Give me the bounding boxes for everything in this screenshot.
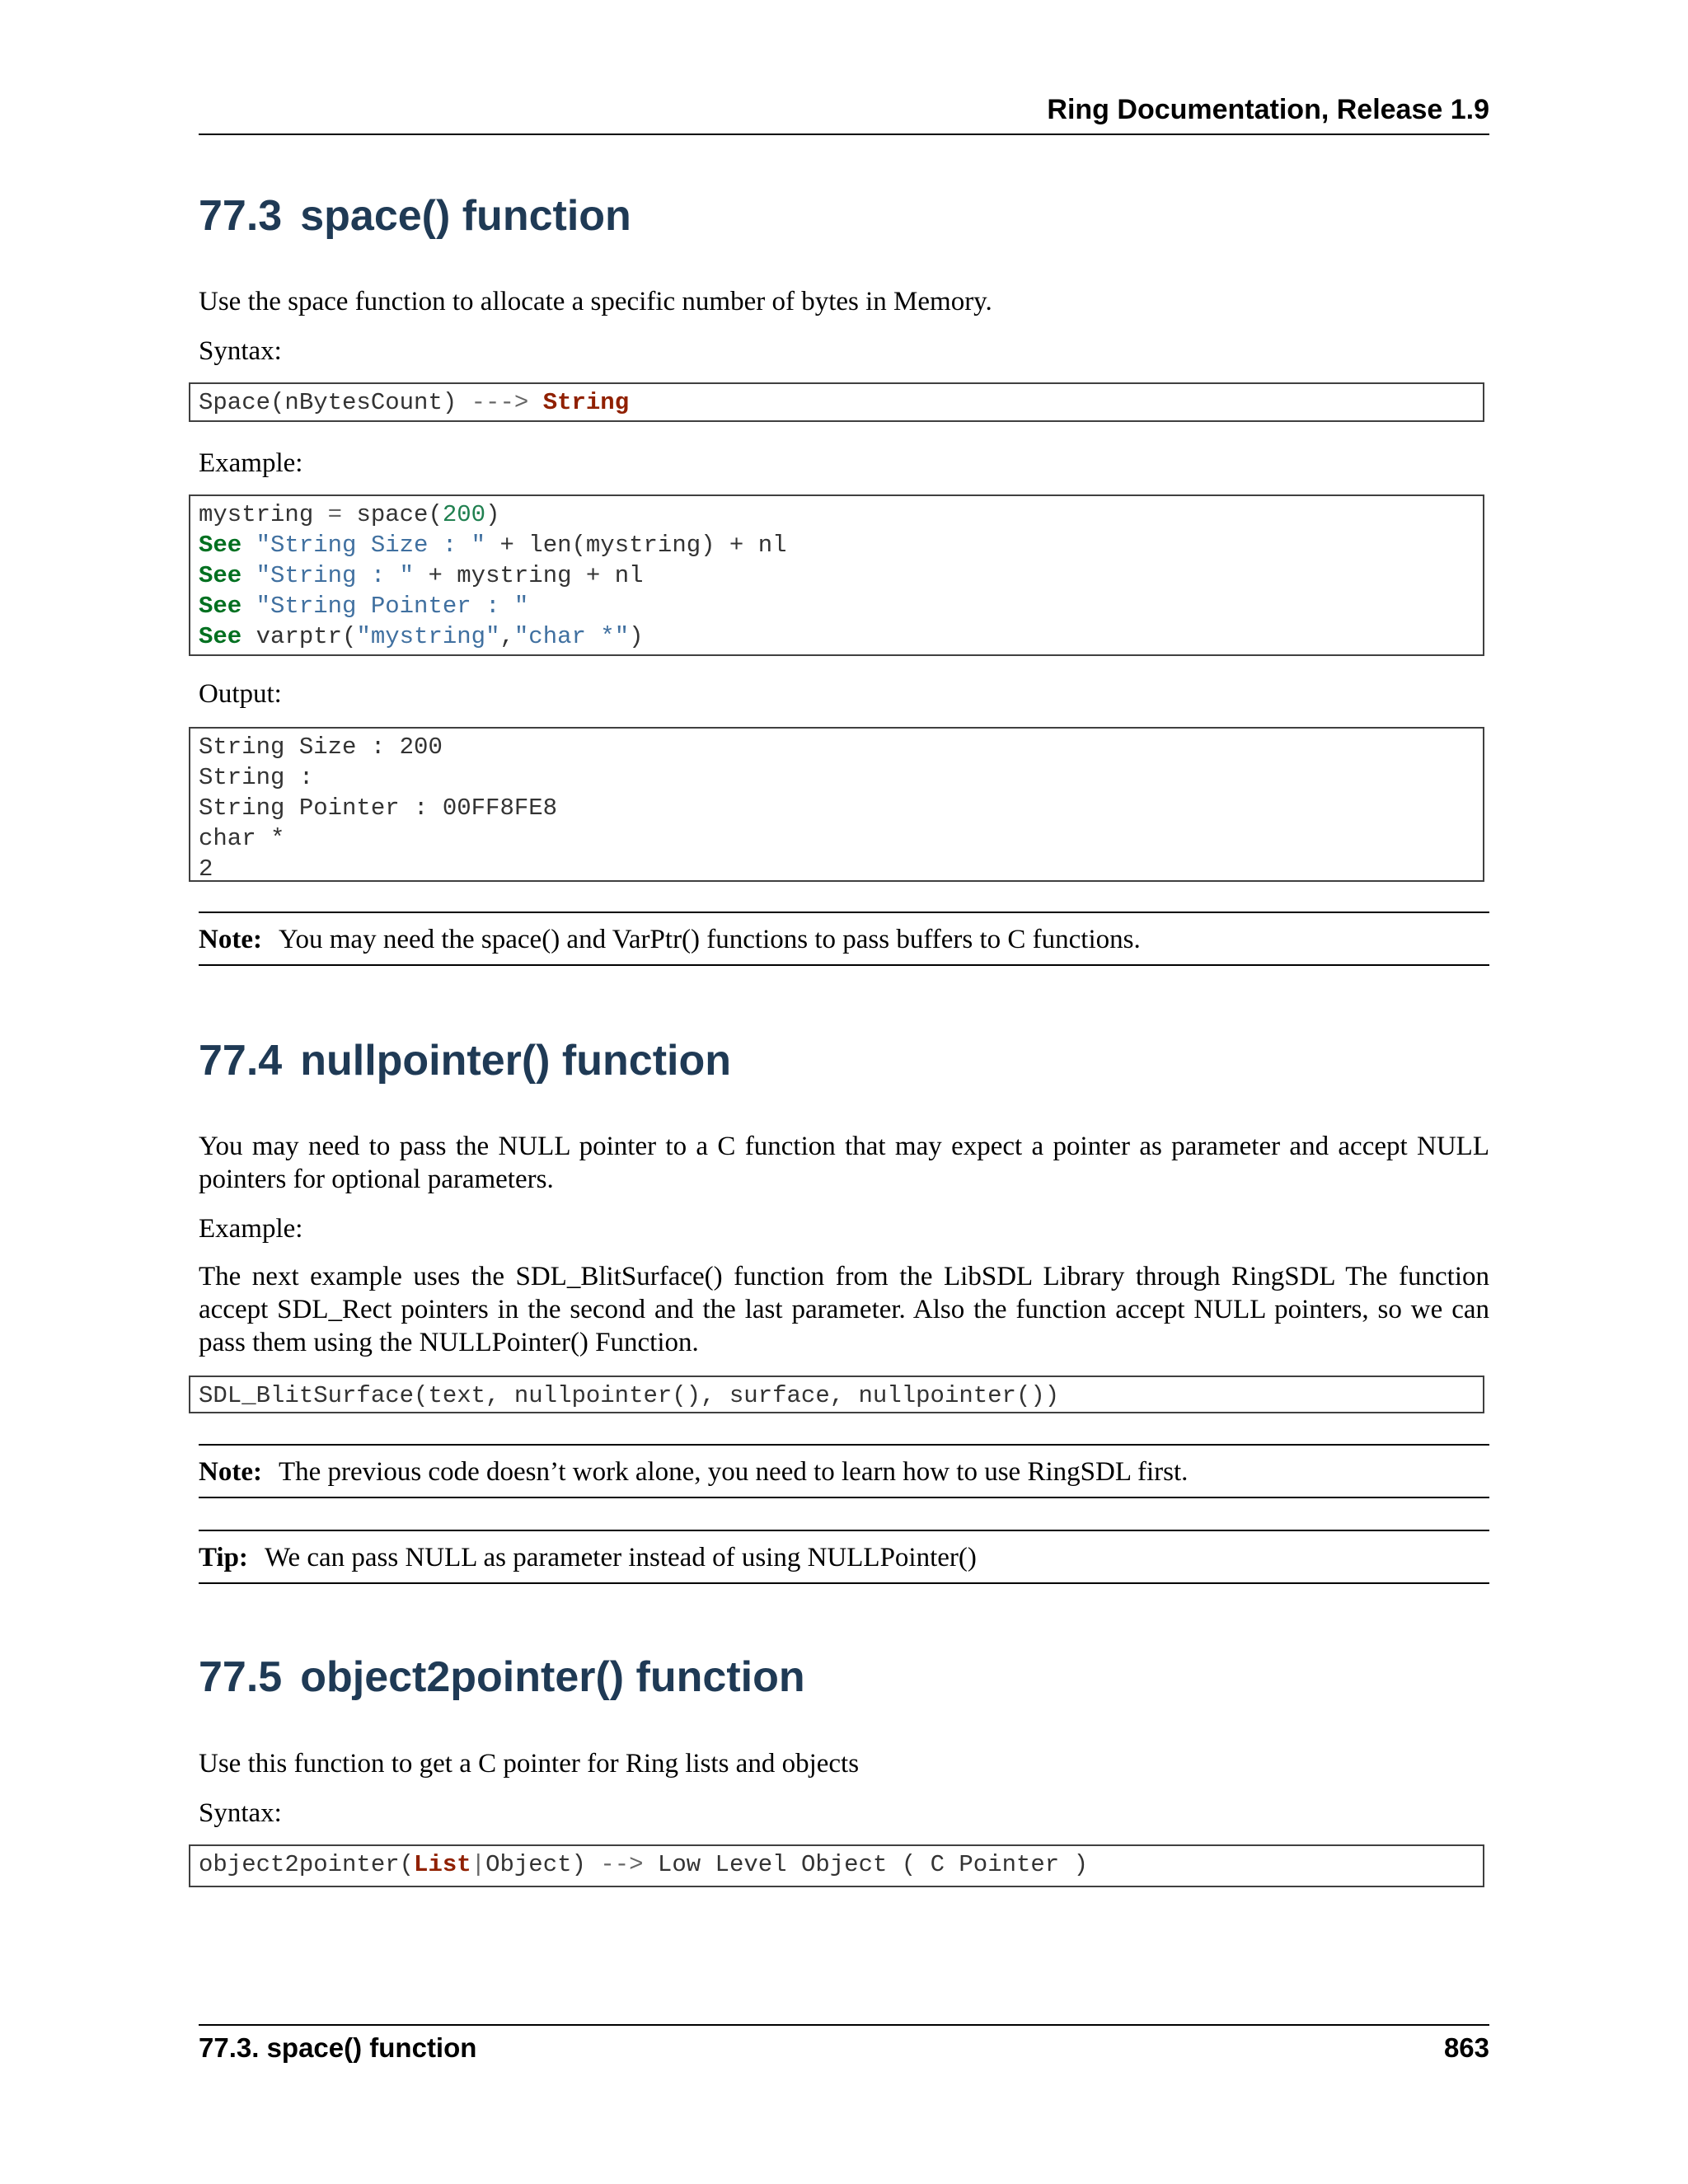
- code-keyword: See: [199, 532, 242, 559]
- code-text: mystring: [199, 501, 328, 528]
- code-type: List: [414, 1851, 471, 1878]
- code-text: Object): [485, 1851, 601, 1878]
- tip-text: We can pass NULL as parameter instead of using NULLPointer(): [264, 1543, 977, 1572]
- note-box: [199, 912, 1489, 966]
- code-operator: --->: [471, 389, 529, 416]
- page-number: 863: [1443, 2032, 1489, 2063]
- code-text: ): [485, 501, 500, 528]
- paragraph: You may need to pass the NULL pointer to a C function that may expect a pointer as parameter and accept NULL pointers for optional parameters.: [199, 1132, 1489, 1194]
- note-text: You may need the space() and VarPtr() functions to pass buffers to C functions.: [278, 925, 1141, 954]
- code-string: "mystring": [356, 623, 500, 650]
- section-heading-77-5: [199, 1652, 805, 1702]
- code-text: + len(mystring) + nl: [485, 532, 787, 559]
- paragraph: The next example uses the SDL_BlitSurface() function from the LibSDL Library through RingSDL The function accept SDL_Rect pointers in the second and the last parameter. Also the function accept NULL pointers, so we can pass them using the NULLPointer() Function.: [199, 1262, 1489, 1357]
- code-text: + mystring + nl: [414, 562, 644, 589]
- output-label: Output:: [199, 679, 282, 709]
- example-label: Example:: [199, 1214, 303, 1244]
- code-text: [528, 389, 542, 416]
- code-block-blitsurface: SDL_BlitSurface(text, nullpointer(), surface, nullpointer()): [189, 1376, 1484, 1413]
- code-block-output: String Size : 200 String : String Pointer : 00FF8FE8 char * 2: [189, 727, 1484, 882]
- code-text: object2pointer(: [199, 1851, 415, 1878]
- code-text: ): [629, 623, 644, 650]
- code-operator: -->: [600, 1851, 644, 1878]
- paragraph: Use the space function to allocate a specific number of bytes in Memory.: [199, 287, 992, 316]
- paragraph: Use this function to get a C pointer for Ring lists and objects: [199, 1749, 860, 1779]
- section-number: 77.4: [199, 1037, 283, 1085]
- code-string: "String Size : ": [256, 532, 486, 559]
- code-text: Space(nBytesCount): [199, 389, 471, 416]
- section-number: 77.5: [199, 1653, 283, 1701]
- footer-section: 77.3. space() function: [199, 2032, 477, 2063]
- tip-box: [199, 1530, 1489, 1584]
- note-text: The previous code doesn’t work alone, you need to learn how to use RingSDL first.: [278, 1457, 1189, 1487]
- section-heading-77-3: [199, 191, 631, 241]
- code-text: varptr(: [241, 623, 357, 650]
- code-block-syntax: [189, 1844, 1484, 1887]
- example-label: Example:: [199, 448, 303, 478]
- code-text: ,: [499, 623, 514, 650]
- syntax-label: Syntax:: [199, 336, 282, 366]
- code-number: 200: [442, 501, 486, 528]
- note-box: [199, 1444, 1489, 1498]
- code-block-syntax: [189, 382, 1484, 422]
- note-label: Note:: [199, 925, 262, 954]
- section-title: object2pointer() function: [300, 1653, 805, 1701]
- code-string: "String Pointer : ": [256, 593, 529, 620]
- running-header: [199, 92, 1489, 135]
- code-keyword: See: [199, 623, 242, 650]
- section-number: 77.3: [199, 192, 283, 240]
- note-label: Note:: [199, 1457, 262, 1487]
- code-string: "char *": [513, 623, 630, 650]
- code-string: "String : ": [256, 562, 415, 589]
- code-keyword: See: [199, 593, 242, 620]
- footer-rule: [199, 2024, 1489, 2026]
- syntax-label: Syntax:: [199, 1798, 282, 1828]
- code-keyword: See: [199, 562, 242, 589]
- code-type: String: [542, 389, 630, 416]
- code-text: space(: [342, 501, 443, 528]
- section-title: nullpointer() function: [300, 1037, 731, 1085]
- header-title: Ring Documentation, Release 1.9: [1047, 94, 1489, 125]
- code-block-example: [189, 494, 1484, 656]
- section-heading-77-4: [199, 1036, 731, 1085]
- code-text: Low Level Object ( C Pointer ): [643, 1851, 1089, 1878]
- section-title: space() function: [300, 192, 631, 240]
- code-operator: |: [471, 1851, 486, 1878]
- code-operator: =: [327, 501, 343, 528]
- tip-label: Tip:: [199, 1543, 248, 1572]
